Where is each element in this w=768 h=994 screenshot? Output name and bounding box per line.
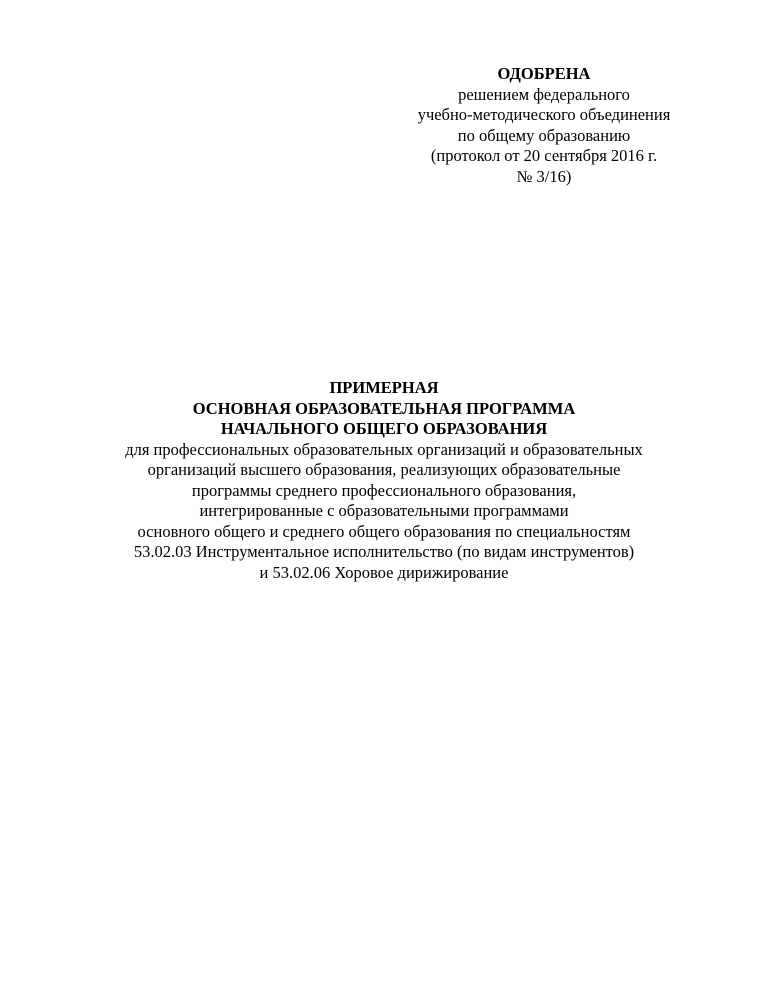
program-description-line: программы среднего профессионального образования, <box>191 480 577 500</box>
program-description-line: основного общего и среднего общего образования по специальностям <box>137 521 631 541</box>
program-title-block <box>60 378 708 583</box>
program-title-line: ПРИМЕРНАЯ <box>329 378 439 397</box>
program-title-line: ОСНОВНАЯ ОБРАЗОВАТЕЛЬНАЯ ПРОГРАММА <box>192 398 576 418</box>
approval-line: решением федерального <box>458 84 630 104</box>
approval-line: учебно-методического объединения <box>417 105 671 124</box>
approval-title: ОДОБРЕНА <box>497 64 591 83</box>
approval-line: № 3/16) <box>516 166 572 186</box>
program-description-line: и 53.02.06 Хоровое дирижирование <box>259 562 509 582</box>
program-description-line: для профессиональных образовательных организаций и образовательных <box>125 439 643 459</box>
program-description-line: интегрированные с образовательными программами <box>199 501 569 520</box>
approval-line: по общему образованию <box>457 125 631 145</box>
program-description-line: организаций высшего образования, реализующих образовательные <box>147 460 621 479</box>
approval-block <box>412 64 676 187</box>
program-description-line: 53.02.03 Инструментальное исполнительство (по видам инструментов) <box>133 542 635 561</box>
program-title-line: НАЧАЛЬНОГО ОБЩЕГО ОБРАЗОВАНИЯ <box>220 419 548 438</box>
approval-line: (протокол от 20 сентября 2016 г. <box>430 146 658 165</box>
